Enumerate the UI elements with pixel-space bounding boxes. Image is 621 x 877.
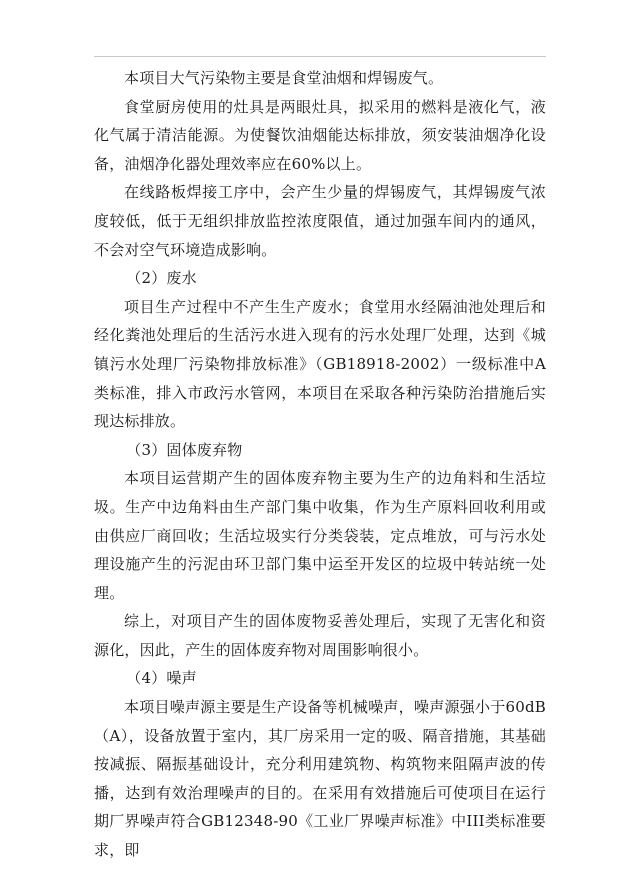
paragraph-air-summary: 本项目大气污染物主要是食堂油烟和焊锡废气。 — [124, 69, 444, 87]
paragraph-solid-waste: 本项目运营期产生的固体废弃物主要为生产的边角料和生活垃圾。生产中边角料由生产部门集中收集，作为生产原料回收利用或由供应厂商回收；生活垃圾实行分类袋装，定点堆放，可与污水处理设施产生的污泥由环卫部门集中运至开发区的垃圾中转站统一处理。 — [94, 469, 546, 602]
section-heading-wastewater: （2）废水 — [126, 269, 197, 288]
paragraph-kitchen-fumes: 食堂厨房使用的灶具是两眼灶具，拟采用的燃料是液化气，液化气属于清洁能源。为使餐饮油烟能达标排放，须安装油烟净化设备，油烟净化器处理效率应在60%以上。 — [94, 97, 546, 173]
paragraph-noise: 本项目噪声源主要是生产设备等机械噪声，噪声源强小于60dB（A），设备放置于室内，其厂房采用一定的吸、隔音措施，其基础按减振、隔振基础设计，充分利用建筑物、构筑物来阻隔声波的传播，达到有效治理噪声的目的。在采用有效措施后可使项目在运行期厂界噪声符合GB12348-90《工业厂界噪声标准》中III类标准要求，即 — [94, 698, 546, 860]
section-heading-solid-waste: （3）固体废弃物 — [126, 440, 243, 459]
paragraph-solder-fumes: 在线路板焊接工序中，会产生少量的焊锡废气，其焊锡废气浓度较低，低于无组织排放监控浓度限值，通过加强车间内的通风，不会对空气环境造成影响。 — [94, 183, 546, 259]
header-rule — [94, 56, 546, 57]
section-heading-noise: （4）噪声 — [126, 669, 197, 688]
document-body — [94, 64, 546, 865]
paragraph-wastewater: 项目生产过程中不产生生产废水；食堂用水经隔油池处理后和经化粪池处理后的生活污水进入现有的污水处理厂处理，达到《城镇污水处理厂污染物排放标准》（GB18918-2002）一级标准中A类标准，排入市政污水管网，本项目在采取各种污染防治措施后实现达标排放。 — [94, 297, 546, 431]
paragraph-solid-waste-summary: 综上，对项目产生的固体废物妥善处理后，实现了无害化和资源化，因此，产生的固体废弃物对周围影响很小。 — [94, 612, 546, 659]
